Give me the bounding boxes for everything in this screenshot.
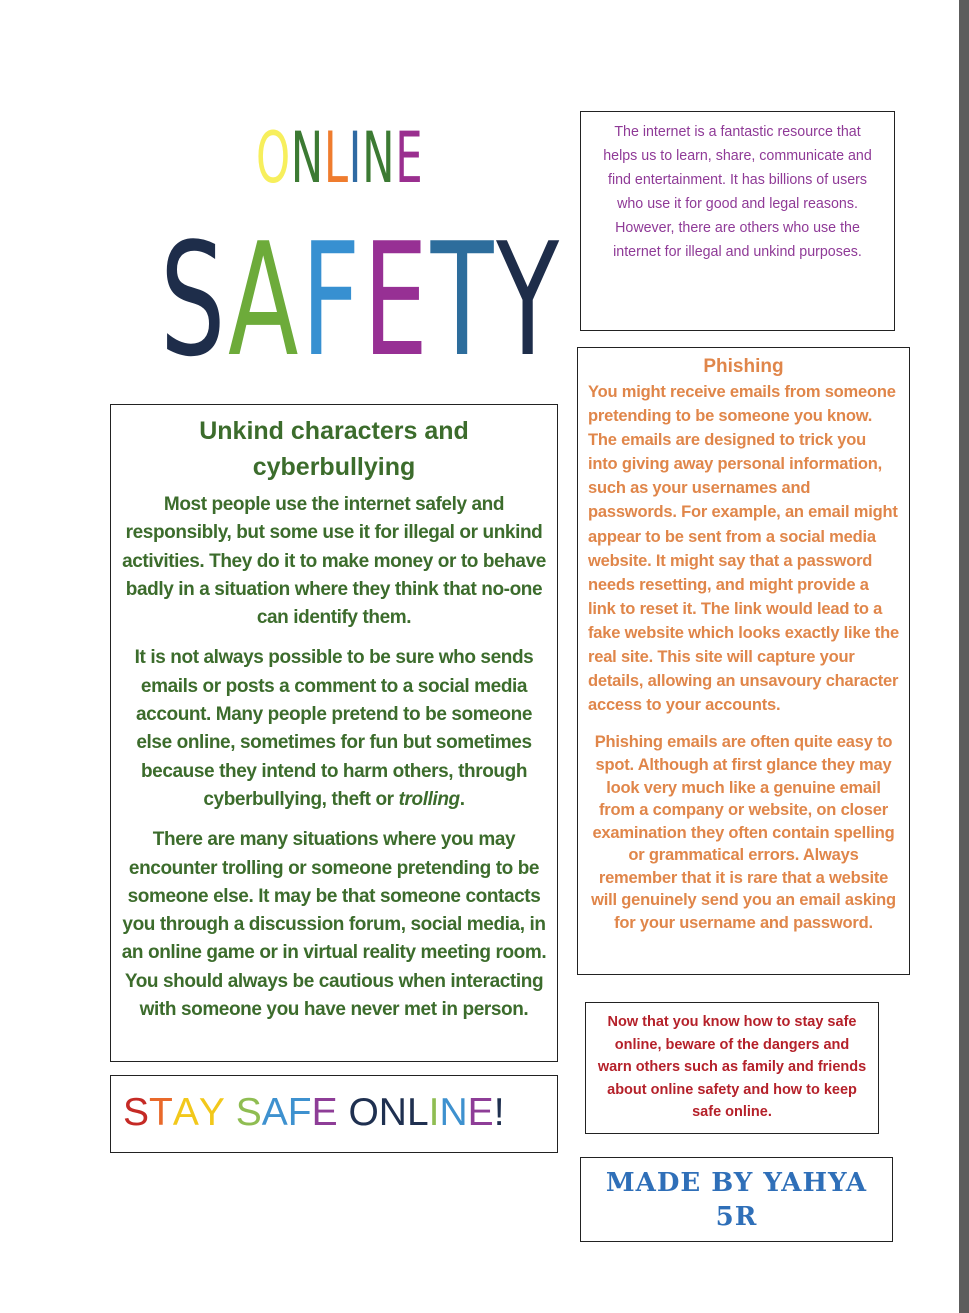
- stay-safe-letter: !: [493, 1091, 505, 1134]
- stay-safe-box: [110, 1075, 558, 1153]
- stay-safe-letter: E: [467, 1091, 494, 1134]
- page-edge: [959, 0, 969, 1313]
- cyberbullying-paragraph-2: [121, 644, 547, 814]
- stay-safe-letter: E: [311, 1091, 338, 1134]
- cyberbullying-paragraph-1: Most people use the internet safely and responsibly, but some use it for illegal or unkind activities. They do it to make money or to behave badly in a situation where they think that no-one can identify them.: [122, 494, 546, 629]
- trolling-emphasis: trolling: [398, 788, 460, 810]
- title-safety-letter: Y: [496, 209, 562, 391]
- title-safety-letter: A: [228, 209, 302, 391]
- cyberbullying-box: [110, 404, 558, 1062]
- stay-safe-letter: A: [172, 1091, 199, 1134]
- intro-text: The internet is a fantastic resource that helps us to learn, share, communicate and find entertainment. It has billions of users who use it for good and legal reasons. However, there are others who use the internet for illegal and unkind purposes.: [603, 123, 872, 260]
- credit-box: [580, 1157, 893, 1242]
- title-online-letter: L: [323, 117, 349, 199]
- stay-safe-letter: S: [123, 1091, 150, 1134]
- title-online-letter: N: [362, 117, 396, 199]
- stay-safe-letter: F: [287, 1091, 312, 1134]
- title-safety: [160, 209, 562, 391]
- title-online-letter: O: [256, 117, 291, 199]
- stay-safe-letter: [338, 1090, 349, 1136]
- title-online-letter: N: [290, 117, 324, 199]
- cyberbullying-heading: Unkind characters and cyberbullying: [199, 417, 469, 481]
- stay-safe-letter: A: [261, 1091, 288, 1134]
- title-safety-letter: T: [430, 209, 497, 391]
- credit-line-2: 5R: [715, 1202, 758, 1232]
- stay-safe-letter: [225, 1090, 236, 1136]
- stay-safe-letter: T: [149, 1091, 173, 1134]
- cyberbullying-paragraph-3: There are many situations where you may encounter trolling or someone pretending to be someone else. It may be that someone contacts you through a discussion forum, social media, in an online game or in virtual reality meeting room. You should always be cautious when interacting with someone you have never met in person.: [121, 829, 547, 1021]
- stay-safe-letter: O: [348, 1091, 379, 1134]
- phishing-box: [577, 347, 910, 975]
- phishing-paragraph-1: You might receive emails from someone pretending to be someone you know. The emails are designed to trick you into giving away personal information, such as your usernames and passwords. For example, an email might appear to be sent from a social media website. It might say that a password needs resetting, and might provide a link to reset it. The link would lead to a fake website which looks exactly like the real site. This site will capture your details, allowing an unsavoury character access to your accounts.: [588, 383, 899, 715]
- warning-box: [585, 1002, 879, 1134]
- stay-safe-letter: N: [378, 1091, 407, 1134]
- title-safety-letter: S: [160, 209, 229, 391]
- title-safety-letter: E: [362, 209, 431, 391]
- stay-safe-slogan: [123, 1090, 505, 1136]
- credit-line-1: MADE BY YAHYA: [605, 1168, 868, 1198]
- cyberbullying-paragraph-2-text: It is not always possible to be sure who sends emails or posts a comment to a social media account. Many people pretend to be someone else online, sometimes for fun but sometimes because they intend to harm others, through cyberbullying, theft or: [134, 647, 534, 810]
- warning-text: Now that you know how to stay safe online, beware of the dangers and warn others such as family and friends about online safety and how to keep safe online.: [597, 1014, 867, 1120]
- phishing-paragraph-2: Phishing emails are often quite easy to spot. Although at first glance they may look very much like a genuine email from a company or website, on closer examination they often contain spelling or grammatical errors. Always remember that it is rare that a website will genuinely send you an email asking for your username and password.: [591, 733, 896, 933]
- title-online: [256, 118, 423, 198]
- stay-safe-letter: N: [439, 1091, 468, 1134]
- phishing-heading: Phishing: [703, 356, 784, 377]
- title-online-letter: E: [395, 117, 424, 199]
- title-safety-letter: F: [301, 209, 363, 391]
- stay-safe-letter: S: [235, 1091, 262, 1134]
- stay-safe-letter: I: [428, 1091, 440, 1134]
- title-online-letter: I: [348, 117, 363, 199]
- stay-safe-letter: L: [406, 1091, 429, 1134]
- stay-safe-letter: Y: [198, 1091, 225, 1134]
- cyberbullying-paragraph-2-end: .: [459, 788, 465, 810]
- intro-box: [580, 111, 895, 331]
